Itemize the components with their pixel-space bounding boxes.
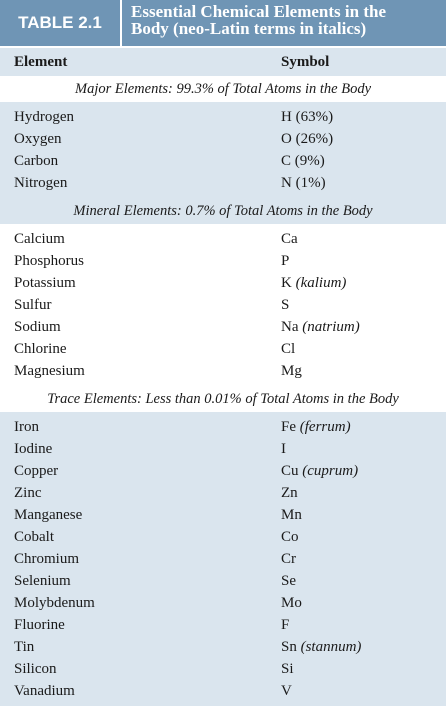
element-symbol xyxy=(281,250,289,272)
symbol-text: Sn xyxy=(281,639,297,655)
element-symbol xyxy=(281,294,289,316)
element-symbol xyxy=(281,526,299,548)
element-symbol xyxy=(281,658,294,680)
group-rows xyxy=(0,224,446,386)
element-symbol xyxy=(281,438,286,460)
symbol-text: Zn xyxy=(281,485,298,501)
element-symbol xyxy=(281,128,333,150)
table-title-line-2: Body (neo-Latin terms in italics) xyxy=(131,19,367,38)
element-symbol xyxy=(281,316,360,338)
group-heading: Mineral Elements: 0.7% of Total Atoms in the Body xyxy=(0,198,446,225)
column-header-symbol: Symbol xyxy=(281,54,330,70)
table-number-label: TABLE 2.1 xyxy=(18,13,102,32)
element-name: Hydrogen xyxy=(14,109,74,125)
element-name: Calcium xyxy=(14,231,65,247)
element-name: Oxygen xyxy=(14,131,62,147)
table-row xyxy=(0,106,446,128)
symbol-text: V xyxy=(281,683,292,699)
element-name: Chlorine xyxy=(14,341,67,357)
column-header-row xyxy=(0,46,446,76)
table-title xyxy=(131,3,441,37)
element-symbol xyxy=(281,360,302,382)
element-name: Carbon xyxy=(14,153,59,169)
symbol-text: C (9%) xyxy=(281,153,325,169)
element-name: Nitrogen xyxy=(14,175,68,191)
table-row xyxy=(0,658,446,680)
symbol-text: Cl xyxy=(281,341,296,357)
table-row xyxy=(0,636,446,658)
header-divider xyxy=(120,0,122,46)
element-name: Iron xyxy=(14,419,39,435)
group-heading: Major Elements: 99.3% of Total Atoms in the Body xyxy=(0,76,446,103)
element-name: Molybdenum xyxy=(14,595,95,611)
element-name: Tin xyxy=(14,639,35,655)
element-symbol xyxy=(281,228,298,250)
element-symbol xyxy=(281,636,361,658)
table-row xyxy=(0,172,446,194)
symbol-text: Cu xyxy=(281,463,299,479)
element-symbol xyxy=(281,614,289,636)
element-symbol xyxy=(281,460,358,482)
table-row xyxy=(0,592,446,614)
symbol-text: Cr xyxy=(281,551,296,567)
element-name: Chromium xyxy=(14,551,80,567)
table-row xyxy=(0,614,446,636)
latin-name: (ferrum) xyxy=(299,419,351,435)
table-title-line-1: Essential Chemical Elements in the xyxy=(131,2,386,21)
table-row xyxy=(0,526,446,548)
table-row xyxy=(0,482,446,504)
element-name: Selenium xyxy=(14,573,71,589)
element-name: Phosphorus xyxy=(14,253,85,269)
symbol-text: Na xyxy=(281,319,299,335)
element-symbol xyxy=(281,172,326,194)
symbol-text: Mg xyxy=(281,363,302,379)
element-name: Fluorine xyxy=(14,617,65,633)
element-name: Zinc xyxy=(14,485,42,501)
table-row xyxy=(0,150,446,172)
element-symbol xyxy=(281,592,302,614)
latin-name: (natrium) xyxy=(302,319,360,335)
symbol-text: Se xyxy=(281,573,296,589)
symbol-text: I xyxy=(281,441,286,457)
symbol-text: F xyxy=(281,617,290,633)
symbol-text: H (63%) xyxy=(281,109,334,125)
element-name: Vanadium xyxy=(14,683,75,699)
symbol-text: S xyxy=(281,297,290,313)
element-name: Sodium xyxy=(14,319,61,335)
latin-name: (kalium) xyxy=(295,275,347,291)
symbol-text: Si xyxy=(281,661,294,677)
element-symbol xyxy=(281,150,325,172)
element-name: Silicon xyxy=(14,661,57,677)
group-rows xyxy=(0,102,446,198)
element-name: Magnesium xyxy=(14,363,85,379)
element-symbol xyxy=(281,416,351,438)
table-row xyxy=(0,250,446,272)
table-row xyxy=(0,128,446,150)
table-row xyxy=(0,316,446,338)
element-symbol xyxy=(281,504,302,526)
table-row xyxy=(0,460,446,482)
table-row xyxy=(0,272,446,294)
element-symbol xyxy=(281,548,296,570)
group-heading: Trace Elements: Less than 0.01% of Total Atoms in the Body xyxy=(0,386,446,413)
element-symbol xyxy=(281,272,346,294)
element-symbol xyxy=(281,482,298,504)
latin-name: (stannum) xyxy=(300,639,362,655)
element-name: Manganese xyxy=(14,507,83,523)
element-name: Cobalt xyxy=(14,529,54,545)
symbol-text: Ca xyxy=(281,231,298,247)
symbol-text: P xyxy=(281,253,290,269)
symbol-text: Mo xyxy=(281,595,302,611)
symbol-text: Mn xyxy=(281,507,302,523)
element-name: Copper xyxy=(14,463,59,479)
table-header-bar xyxy=(0,0,446,46)
table-row xyxy=(0,504,446,526)
table-row xyxy=(0,438,446,460)
symbol-text: K xyxy=(281,275,292,291)
symbol-text: O (26%) xyxy=(281,131,334,147)
element-symbol xyxy=(281,680,292,702)
table-row xyxy=(0,338,446,360)
table-row xyxy=(0,548,446,570)
element-symbol xyxy=(281,570,296,592)
element-symbol xyxy=(281,106,333,128)
element-symbol xyxy=(281,338,295,360)
latin-name: (cuprum) xyxy=(302,463,359,479)
symbol-text: Co xyxy=(281,529,299,545)
group-rows xyxy=(0,412,446,706)
table-row xyxy=(0,228,446,250)
column-header-element: Element xyxy=(14,54,68,70)
table-row xyxy=(0,294,446,316)
element-name: Potassium xyxy=(14,275,76,291)
element-name: Iodine xyxy=(14,441,53,457)
table-row xyxy=(0,570,446,592)
symbol-text: Fe xyxy=(281,419,296,435)
table-row xyxy=(0,416,446,438)
table-row xyxy=(0,360,446,382)
element-name: Sulfur xyxy=(14,297,52,313)
symbol-text: N (1%) xyxy=(281,175,326,191)
table-row xyxy=(0,680,446,702)
